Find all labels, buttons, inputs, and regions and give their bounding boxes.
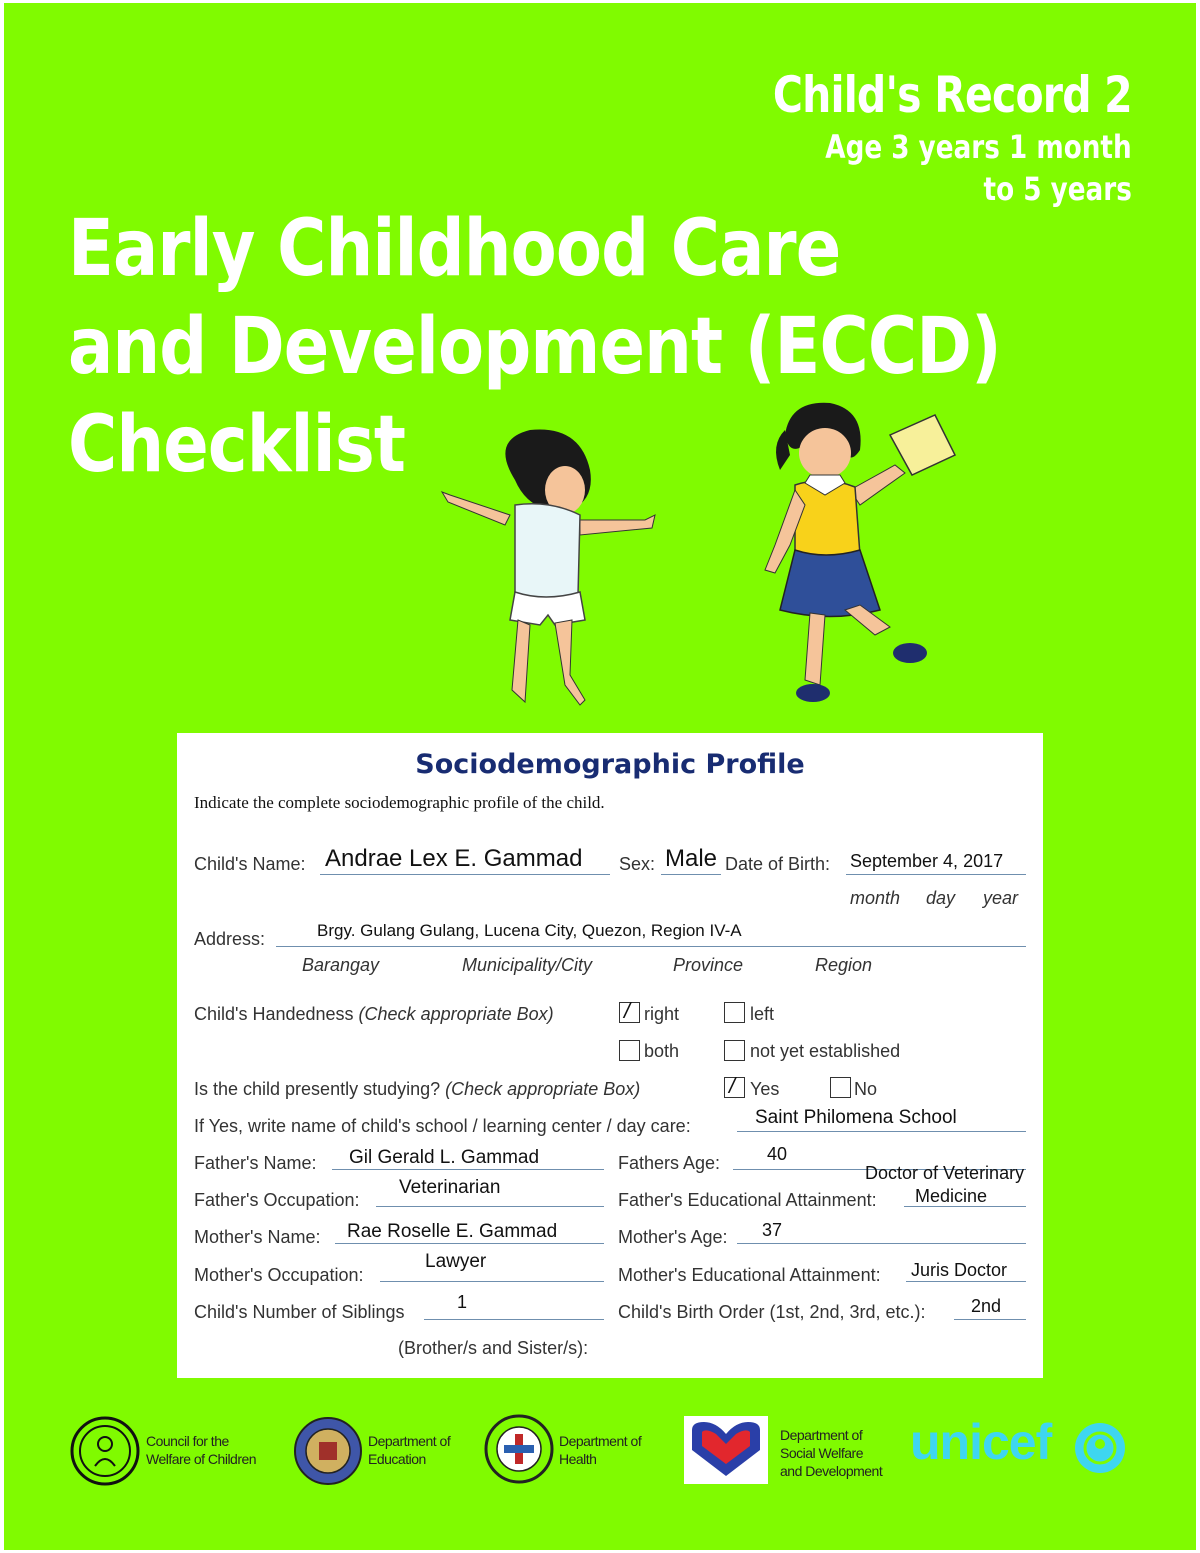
deped-label	[368, 1432, 450, 1468]
address-region-caption: Region	[815, 955, 873, 975]
child-name-value[interactable]: Andrae Lex E. Gammad	[325, 845, 583, 872]
address-barangay-caption: Barangay	[302, 955, 380, 975]
handedness-left-label: left	[750, 1004, 775, 1024]
checkbox-yes-mark: /	[729, 1073, 736, 1098]
father-education-value-line-1[interactable]: Doctor of Veterinary	[865, 1163, 1025, 1183]
handedness-not-established-label: not yet established	[750, 1041, 901, 1061]
dswd-label-line-2: Social Welfare	[780, 1445, 864, 1461]
father-age-value[interactable]: 40	[767, 1144, 788, 1164]
mother-age-value[interactable]: 37	[762, 1220, 783, 1240]
mother-education-value[interactable]: Juris Doctor	[911, 1260, 1008, 1280]
boy-illustration	[430, 420, 670, 720]
checkbox-no[interactable]	[830, 1077, 851, 1098]
girl-illustration	[750, 395, 960, 715]
father-education-value-line-2[interactable]: Medicine	[915, 1186, 988, 1206]
handedness-hint: (Check appropriate Box)	[358, 1004, 554, 1024]
mother-education-label: Mother's Educational Attainment:	[618, 1265, 881, 1285]
child-name-label: Child's Name:	[194, 854, 306, 874]
studying-label	[194, 1079, 640, 1100]
siblings-note: (Brother/s and Sister/s):	[398, 1338, 589, 1358]
profile-instruction: Indicate the complete sociodemographic profile of the child.	[194, 793, 605, 812]
mother-age-line	[737, 1243, 1026, 1244]
deped-label-line-1: Department of	[368, 1433, 451, 1449]
unicef-wordmark: unicef	[910, 1414, 1052, 1470]
address-municipality-caption: Municipality/City	[462, 955, 593, 975]
handedness-label	[194, 1004, 554, 1025]
dswd-label-line-3: and Development	[780, 1463, 883, 1479]
deped-seal-icon	[293, 1416, 363, 1486]
school-line	[737, 1131, 1026, 1132]
sex-line	[661, 874, 721, 875]
father-name-value[interactable]: Gil Gerald L. Gammad	[349, 1147, 540, 1168]
mother-occupation-label: Mother's Occupation:	[194, 1265, 364, 1285]
birth-order-value[interactable]: 2nd	[971, 1296, 1002, 1316]
father-name-label: Father's Name:	[194, 1153, 317, 1173]
father-occupation-line	[376, 1206, 604, 1207]
doh-seal-icon	[484, 1414, 554, 1484]
mother-name-line	[335, 1243, 604, 1244]
checkbox-left[interactable]	[724, 1002, 745, 1023]
main-title-line-2: and Development (ECCD)	[68, 302, 1001, 392]
doh-label	[559, 1432, 641, 1468]
record-title: Child's Record 2	[772, 66, 1132, 124]
mother-name-label: Mother's Name:	[194, 1227, 321, 1247]
profile-heading: Sociodemographic Profile	[415, 749, 805, 780]
dswd-label	[780, 1426, 882, 1480]
siblings-value[interactable]: 1	[457, 1292, 468, 1312]
mother-name-value[interactable]: Rae Roselle E. Gammad	[347, 1221, 558, 1242]
father-name-line	[332, 1169, 604, 1170]
age-range-line-2: to 5 years	[983, 170, 1132, 208]
mother-education-line	[906, 1281, 1026, 1282]
dob-day-caption: day	[926, 888, 956, 908]
main-title-line-3: Checklist	[68, 400, 406, 490]
sociodemographic-profile-form	[177, 733, 1043, 1378]
sex-value[interactable]: Male	[665, 845, 718, 872]
mother-occupation-value[interactable]: Lawyer	[425, 1251, 487, 1272]
child-name-line	[320, 874, 610, 875]
handedness-both-label: both	[644, 1041, 680, 1061]
checkbox-right-mark: /	[624, 998, 631, 1023]
main-title-line-1: Early Childhood Care	[68, 204, 841, 294]
studying-label-text: Is the child presently studying?	[194, 1079, 441, 1099]
dob-value[interactable]: September 4, 2017	[850, 851, 1004, 871]
cwc-label-line-2: Welfare of Children	[146, 1451, 257, 1467]
checkbox-both[interactable]	[619, 1040, 640, 1061]
dob-label: Date of Birth:	[725, 854, 831, 874]
handedness-label-text: Child's Handedness	[194, 1004, 354, 1024]
dob-line	[846, 874, 1026, 875]
cwc-label	[146, 1432, 256, 1468]
sex-label: Sex:	[619, 854, 656, 874]
father-occupation-label: Father's Occupation:	[194, 1190, 360, 1210]
studying-yes-label: Yes	[750, 1079, 780, 1099]
dob-year-caption: year	[983, 888, 1019, 908]
doh-label-line-2: Health	[559, 1451, 597, 1467]
checkbox-right[interactable]	[619, 998, 640, 1023]
age-range-line-1: Age 3 years 1 month	[825, 128, 1132, 166]
cwc-seal-icon	[70, 1416, 140, 1486]
father-occupation-value[interactable]: Veterinarian	[399, 1177, 501, 1198]
checkbox-yes[interactable]	[724, 1073, 745, 1098]
dswd-label-line-1: Department of	[780, 1427, 863, 1443]
address-label: Address:	[194, 929, 266, 949]
birth-order-line	[954, 1319, 1026, 1320]
address-value[interactable]: Brgy. Gulang Gulang, Lucena City, Quezon, Region IV-A	[317, 921, 742, 940]
handedness-right-label: right	[644, 1004, 680, 1024]
birth-order-label: Child's Birth Order (1st, 2nd, 3rd, etc.):	[618, 1302, 926, 1322]
doh-label-line-1: Department of	[559, 1433, 642, 1449]
father-education-label: Father's Educational Attainment:	[618, 1190, 877, 1210]
dob-month-caption: month	[850, 888, 901, 908]
mother-occupation-line	[380, 1281, 604, 1282]
dswd-logo-icon	[684, 1416, 768, 1484]
cwc-label-line-1: Council for the	[146, 1433, 229, 1449]
address-line	[276, 946, 1026, 947]
father-age-label: Fathers Age:	[618, 1153, 721, 1173]
siblings-line	[424, 1319, 604, 1320]
address-province-caption: Province	[673, 955, 744, 975]
checkbox-not-yet-established[interactable]	[724, 1040, 745, 1061]
unicef-globe-icon	[1072, 1420, 1128, 1476]
studying-no-label: No	[854, 1079, 878, 1099]
school-value[interactable]: Saint Philomena School	[755, 1107, 957, 1128]
deped-label-line-2: Education	[368, 1451, 426, 1467]
school-label: If Yes, write name of child's school / learning center / day care:	[194, 1116, 691, 1136]
siblings-label: Child's Number of Siblings	[194, 1302, 405, 1322]
mother-age-label: Mother's Age:	[618, 1227, 728, 1247]
studying-hint: (Check appropriate Box)	[445, 1079, 641, 1099]
